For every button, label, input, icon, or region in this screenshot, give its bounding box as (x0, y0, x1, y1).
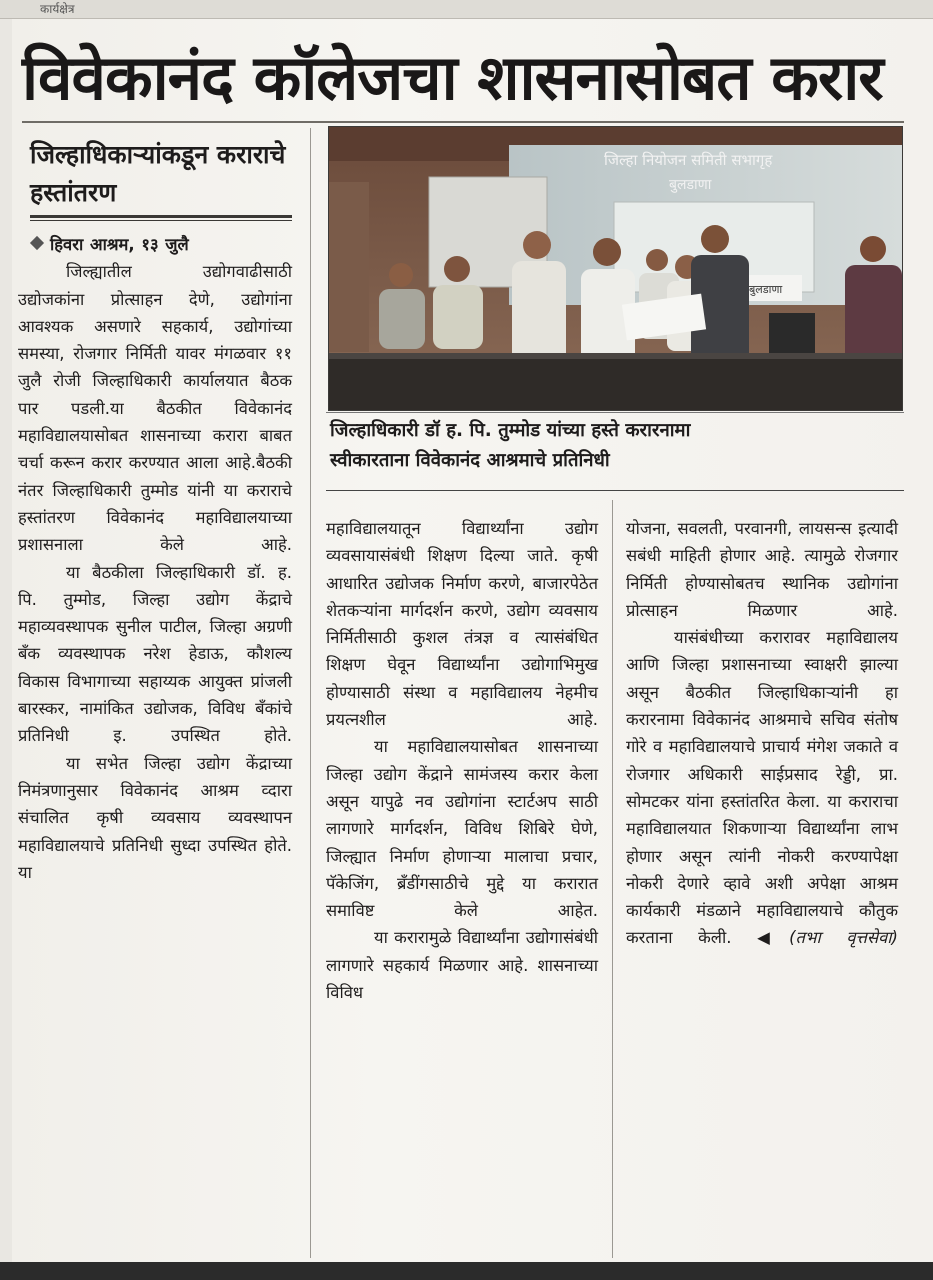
banner-text-line2: बुलडाणा (669, 177, 712, 193)
photo-caption (330, 416, 900, 476)
caption-line: जिल्हाधिकारी डॉ ह. पि. तुम्मोड यांच्या हस्ते करारनामा (330, 420, 691, 441)
paragraph: योजना, सवलती, परवानगी, लायसन्स इत्यादी सबंधी माहिती होणार आहे. त्यामुळे रोजगार निर्मिती होण्यासोबतच स्थानिक उद्योगांना प्रोत्साहन मिळणार आहे. (626, 519, 898, 620)
top-page-strip (0, 0, 933, 19)
headline-rule (22, 121, 904, 123)
news-agency-credit: ◀(तभा वृत्तसेवा) (757, 928, 898, 948)
caption-bottom-rule (326, 490, 904, 491)
column-divider (310, 128, 311, 1258)
meeting-photo-image (329, 127, 902, 410)
paragraph: या बैठकीला जिल्हाधिकारी डॉ. ह. पि. तुम्मोड, जिल्हा उद्योग केंद्राचे महाव्यवस्थापक सुनील पाटील, जिल्हा अग्रणी बँक व्यवस्थापक नरेश हेडाऊ, कौशल्य विकास विभागाच्या सहाय्यक आयुक्त प्रांजली बारस्कर, नामांकित उद्योजक, विविध बँकांचे प्रतिनिधी इ. उपस्थित होते. (18, 562, 292, 746)
column-divider (612, 500, 613, 1258)
headline: विवेकानंद कॉलेजचा शासनासोबत करार (22, 41, 883, 114)
paragraph: महाविद्यालयातून विद्यार्थ्यांना उद्योग व्यवसायासंबंधी शिक्षण दिल्या जाते. कृषी आधारित उद्योजक निर्माण करणे, बाजारपेठेत शेतकऱ्यांना मार्गदर्शन करणे, उद्योग व्यवसाय निर्मितीसाठी कुशल तंत्रज्ञ व त्यासंबंधित शिक्षण घेवून विद्यार्थ्यांना उद्योगाभिमुख होण्यासाठी संस्था व महाविद्यालय नेहमीच प्रयत्नशील आहे. (326, 519, 598, 730)
subheadline-rule (30, 215, 292, 218)
table-sign-text: बुलडाणा (749, 283, 783, 296)
paragraph: जिल्ह्यातील उद्योगवाढीसाठी उद्योजकांना प्रोत्साहन देणे, उद्योगांना आवश्यक असणारे सहकार्य, उद्योगांच्या समस्या, रोजगार निर्मिती यावर मंगळवार ११ जुलै रोजी जिल्हाधिकारी कार्यालयात बैठक पार पडली.या बैठकीत विवेकानंद महाविद्यालयासोबत शासनाच्या करारा बाबत चर्चा करून करार करण्यात आला आहे.बैठकी नंतर जिल्हाधिकारी तुम्मोड यांनी या कराराचे हस्तांतरण विवेकानंद महाविद्यालयाच्या प्रशासनाला केले आहे. (18, 262, 292, 555)
banner-text-line1: जिल्हा नियोजन समिती सभागृह (604, 151, 773, 169)
dateline: हिवरा आश्रम, १३ जुलै (18, 231, 292, 258)
article-column-2 (326, 515, 598, 1006)
subheadline: जिल्हाधिकाऱ्यांकडून कराराचे हस्तांतरण (30, 140, 286, 207)
paragraph: या महाविद्यालयासोबत शासनाच्या जिल्हा उद्योग केंद्राने सामंजस्य करार केला असून यापुढे नव उद्योगांना स्टार्टअप साठी लागणारे मार्गदर्शन, विविध शिबिरे घेणे, जिल्ह्यात निर्माण होणाऱ्या मालाचा प्रचार, पॅकेजिंग, ब्रँडींगसाठीचे मुद्दे या करारात समाविष्ट केले आहेत. (326, 737, 598, 921)
article-column-3 (626, 515, 898, 952)
paragraph: यासंबंधीच्या करारावर महाविद्यालय आणि जिल्हा प्रशासनाच्या स्वाक्षरी झाल्या असून बैठकीत जिल्हाधिकाऱ्यांनी हा करारनामा विवेकानंद आश्रमाचे सचिव संतोष गोरे व महाविद्यालयाचे प्राचार्य मंगेश जकाते व रोजगार अधिकारी साईप्रसाद रेड्डी, प्रा. सोमटकर यांना हस्तांतरित केला. या कराराचा महाविद्यालयात शिकणाऱ्या विद्यार्थ्यांना लाभ होणार असून त्यांनी नोकरी करण्यापेक्षा नोकरी देणारे व्हावे अशी अपेक्षा आश्रम कार्यकारी मंडळाने महाविद्यालयाचे कौतुक करताना केली. ◀(तभा वृत्तसेवा) (626, 628, 898, 948)
paragraph: या करारामुळे विद्यार्थ्यांना उद्योगासंबंधी लागणारे सहकार्य मिळणार आहे. शासनाच्या विविध (326, 928, 598, 1003)
caption-top-rule (326, 412, 904, 413)
article-column-1 (18, 231, 292, 886)
bottom-page-strip (0, 1262, 933, 1280)
subheadline-rule-thin (30, 220, 292, 221)
masthead-fragment: कार्यक्षेत्र (40, 2, 75, 16)
caption-line: स्वीकारताना विवेकानंद आश्रमाचे प्रतिनिधी (330, 450, 610, 471)
paragraph: या सभेत जिल्हा उद्योग केंद्राच्या निमंत्रणानुसार विवेकानंद आश्रम व्दारा संचालित कृषी व्यवसाय व्यवस्थापन महाविद्यालयाचे प्रतिनिधी सुध्दा उपस्थित होते. या (18, 753, 292, 882)
news-photo (328, 126, 903, 411)
diamond-bullet-icon (30, 236, 44, 250)
